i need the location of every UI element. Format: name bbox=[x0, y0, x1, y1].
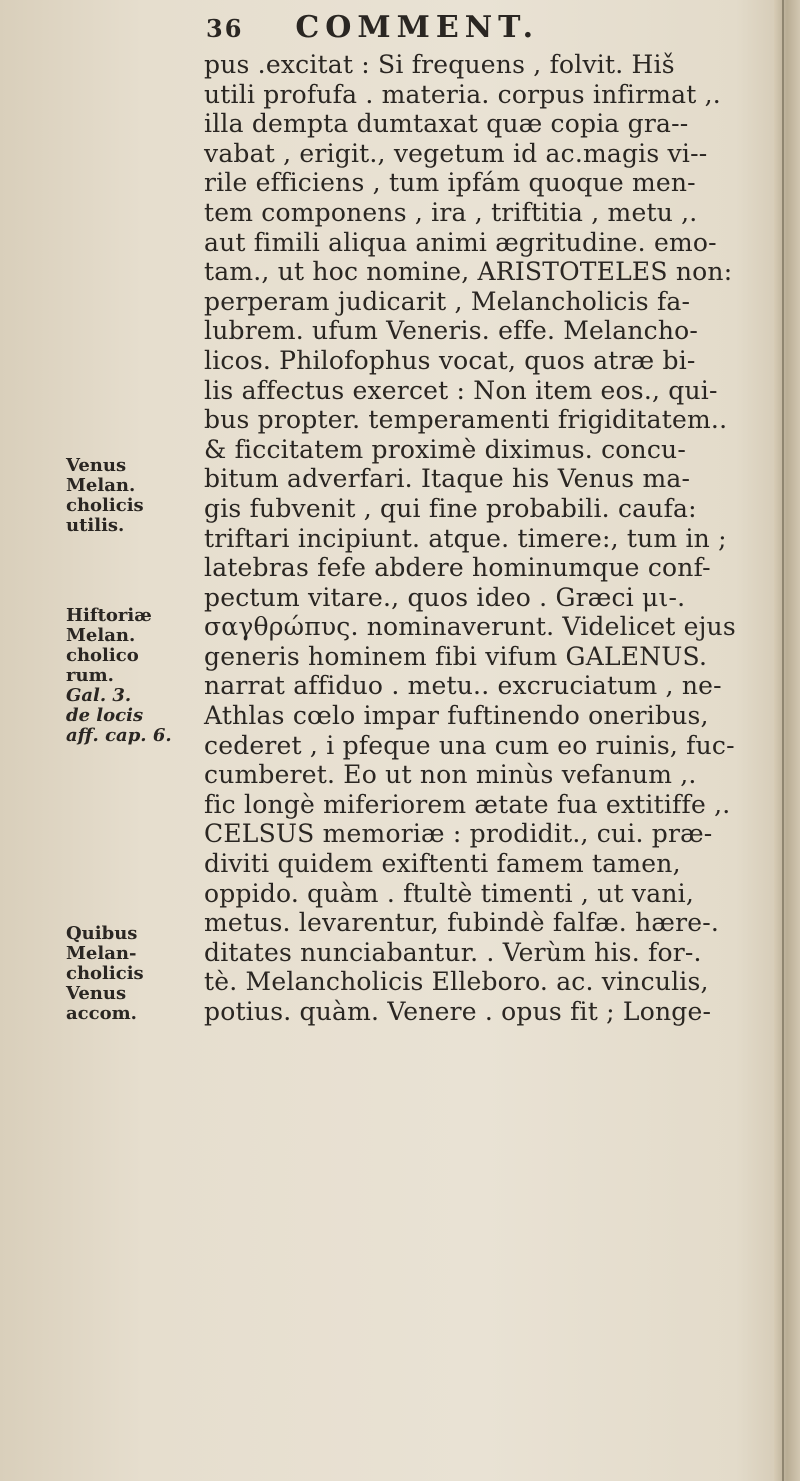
text-line: triftari incipiunt. atque. timere:, tum in ; bbox=[204, 523, 727, 553]
text-line: ditates nunciabantur. . Verùm his. for-. bbox=[204, 937, 702, 967]
text-line: pus .excitat : Si frequens , folvit. Hiš bbox=[204, 50, 675, 79]
text-line: cumberet. Eo ut non minùs vefanum ,. bbox=[204, 760, 697, 790]
text-line: vabat , erigit., vegetum id ac.magis vi-- bbox=[204, 138, 708, 168]
body-text bbox=[204, 50, 774, 1027]
margin-note-line: accom. bbox=[66, 1003, 137, 1024]
margin-note-line: Melan. bbox=[66, 475, 136, 496]
text-line: metus. levarentur, fubindè falfæ. hære-. bbox=[204, 908, 720, 938]
margin-note-line: Gal. 3. bbox=[66, 685, 132, 706]
text-line: fic longè miferiorem ætate fua extitiffe ,. bbox=[204, 789, 731, 819]
text-line: lis affectus exercet : Non item eos., qui- bbox=[204, 375, 718, 405]
margin-note-line: rum. bbox=[66, 665, 114, 686]
margin-note-line: Melan- bbox=[66, 943, 137, 964]
margin-note-line: cholico bbox=[66, 645, 139, 666]
text-line: oppido. quàm . ftultè timenti , ut vani, bbox=[204, 878, 694, 908]
text-line: tem componens , ira , triftitia , metu ,. bbox=[204, 197, 698, 227]
text-line: pectum vitare., quos ideo . Græci μι-. bbox=[204, 582, 686, 612]
page-header bbox=[206, 10, 766, 46]
margin-note-line: Venus bbox=[66, 983, 127, 1004]
text-line: gis fubvenit , qui fine probabili. caufa: bbox=[204, 493, 697, 523]
text-line: generis hominem fibi vifum GALENUS. bbox=[204, 641, 708, 671]
text-line: utili profufa . materia. corpus infirmat ,. bbox=[204, 79, 721, 109]
text-line: latebras fefe abdere hominumque conf- bbox=[204, 553, 711, 583]
margin-note-line: de locis bbox=[66, 705, 144, 726]
page-number: 36 bbox=[206, 14, 244, 43]
text-line: bitum adverfari. Itaque his Venus ma- bbox=[204, 464, 691, 494]
margin-note-line: cholicis bbox=[66, 495, 144, 516]
margin-note-line: utilis. bbox=[66, 515, 125, 536]
text-line: perperam judicarit , Melancholicis fa- bbox=[204, 286, 691, 316]
text-line: σαγθρώπυς. nominaverunt. Videlicet ejus bbox=[204, 612, 736, 642]
page-edge bbox=[774, 0, 800, 1481]
text-line: potius. quàm. Venere . opus fit ; Longe- bbox=[204, 997, 712, 1026]
margin-note-historia bbox=[66, 606, 196, 746]
margin-note-quibus bbox=[66, 924, 196, 1024]
margin-note-line: Quibus bbox=[66, 923, 138, 944]
running-head: COMMENT. bbox=[295, 10, 540, 45]
text-line: tè. Melancholicis Elleboro. ac. vinculis, bbox=[204, 967, 709, 997]
margin-note-line: Venus bbox=[66, 455, 127, 476]
margin-note-line: aff. cap. 6. bbox=[66, 725, 172, 746]
text-line: licos. Philofophus vocat, quos atræ bi- bbox=[204, 345, 696, 375]
margin-notes bbox=[0, 0, 200, 1481]
margin-note-venus bbox=[66, 456, 196, 536]
text-line: bus propter. temperamenti frigiditatem.. bbox=[204, 405, 728, 435]
text-line: tam., ut hoc nomine, ARISTOTELES non: bbox=[204, 257, 733, 287]
text-line: Athlas cœlo impar fuftinendo oneribus, bbox=[204, 701, 709, 731]
margin-note-line: Hiftoriæ bbox=[66, 605, 152, 626]
text-line: diviti quidem exiftenti famem tamen, bbox=[204, 849, 681, 879]
text-line: aut fimili aliqua animi ægritudine. emo- bbox=[204, 227, 717, 257]
text-line: illa dempta dumtaxat quæ copia gra-- bbox=[204, 109, 689, 139]
margin-note-line: cholicis bbox=[66, 963, 144, 984]
text-line: narrat affiduo . metu.. excruciatum , ne- bbox=[204, 671, 722, 701]
text-line: rile efficiens , tum ipfám quoque men- bbox=[204, 168, 696, 198]
margin-note-line: Melan. bbox=[66, 625, 136, 646]
text-line: lubrem. ufum Veneris. effe. Melancho- bbox=[204, 316, 699, 346]
text-line: CELSUS memoriæ : prodidit., cui. præ- bbox=[204, 819, 713, 849]
text-line: cederet , i pfeque una cum eo ruinis, fuc- bbox=[204, 730, 735, 760]
text-line: & ficcitatem proximè diximus. concu- bbox=[204, 434, 686, 464]
